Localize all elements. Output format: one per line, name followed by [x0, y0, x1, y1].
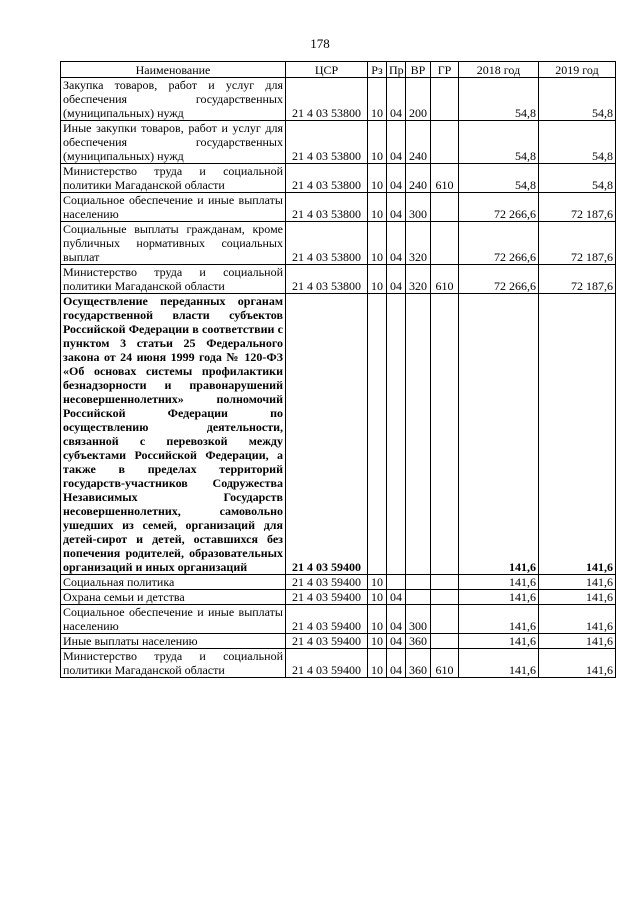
cell-vr: 300 [406, 605, 431, 634]
cell-vr [406, 294, 431, 575]
cell-name: Министерство труда и социальной политики Магаданской области [61, 649, 286, 678]
cell-rz: 10 [368, 634, 387, 649]
page-number: 178 [310, 36, 330, 51]
cell-2018: 72 266,6 [459, 222, 539, 265]
cell-gr: 610 [431, 265, 459, 294]
cell-2018: 54,8 [459, 78, 539, 121]
cell-pr: 04 [387, 78, 406, 121]
table-header-row [61, 62, 616, 78]
cell-name: Социальная политика [61, 575, 286, 590]
cell-gr [431, 193, 459, 222]
cell-name: Министерство труда и социальной политики Магаданской области [61, 164, 286, 193]
cell-2018: 141,6 [459, 634, 539, 649]
cell-rz: 10 [368, 649, 387, 678]
cell-2018: 141,6 [459, 649, 539, 678]
table-body [61, 78, 616, 678]
cell-name: Закупка товаров, работ и услуг для обеспечения государственных (муниципальных) нужд [61, 78, 286, 121]
cell-2019: 141,6 [539, 605, 616, 634]
cell-gr [431, 634, 459, 649]
cell-rz: 10 [368, 590, 387, 605]
cell-csr: 21 4 03 53800 [286, 222, 368, 265]
cell-vr: 300 [406, 193, 431, 222]
cell-2018: 141,6 [459, 590, 539, 605]
cell-gr [431, 294, 459, 575]
cell-2019: 141,6 [539, 575, 616, 590]
cell-name: Социальное обеспечение и иные выплаты населению [61, 605, 286, 634]
table-row [61, 265, 616, 294]
cell-rz: 10 [368, 605, 387, 634]
column-header-rz: Рз [368, 62, 387, 78]
cell-2018: 72 266,6 [459, 265, 539, 294]
cell-csr: 21 4 03 59400 [286, 294, 368, 575]
cell-vr: 320 [406, 265, 431, 294]
cell-name: Министерство труда и социальной политики Магаданской области [61, 265, 286, 294]
cell-gr [431, 121, 459, 164]
table-row [61, 634, 616, 649]
table-row [61, 605, 616, 634]
cell-csr: 21 4 03 59400 [286, 605, 368, 634]
cell-2018: 54,8 [459, 164, 539, 193]
cell-pr: 04 [387, 634, 406, 649]
cell-gr [431, 590, 459, 605]
cell-csr: 21 4 03 59400 [286, 575, 368, 590]
cell-vr: 360 [406, 634, 431, 649]
table-row [61, 590, 616, 605]
cell-pr [387, 575, 406, 590]
cell-pr: 04 [387, 649, 406, 678]
cell-pr: 04 [387, 265, 406, 294]
table-row [61, 121, 616, 164]
cell-2019: 72 187,6 [539, 265, 616, 294]
cell-vr: 200 [406, 78, 431, 121]
cell-csr: 21 4 03 53800 [286, 265, 368, 294]
cell-rz: 10 [368, 575, 387, 590]
cell-name: Иные выплаты населению [61, 634, 286, 649]
cell-2019: 54,8 [539, 121, 616, 164]
cell-pr: 04 [387, 121, 406, 164]
column-header-vr: ВР [406, 62, 431, 78]
cell-name: Иные закупки товаров, работ и услуг для обеспечения государственных (муниципальных) нужд [61, 121, 286, 164]
cell-vr: 360 [406, 649, 431, 678]
column-header-gr: ГР [431, 62, 459, 78]
cell-2018: 72 266,6 [459, 193, 539, 222]
cell-rz: 10 [368, 265, 387, 294]
cell-2019: 141,6 [539, 634, 616, 649]
cell-2018: 141,6 [459, 294, 539, 575]
cell-pr: 04 [387, 193, 406, 222]
cell-csr: 21 4 03 53800 [286, 121, 368, 164]
table-row [61, 575, 616, 590]
budget-table [60, 61, 616, 678]
cell-vr: 240 [406, 121, 431, 164]
cell-rz: 10 [368, 193, 387, 222]
cell-name: Осуществление переданных органам государственной власти субъектов Российской Федерации в соответствии с пунктом 3 статьи 25 Федерального закона от 24 июня 1999 года № 120-ФЗ «Об основах системы профилактики безнадзорности и правонарушений несовершеннолетних» полномочий Российской Федерации по осуществлению деятельности, связанной с перевозкой между субъектами Российской Федерации, а также в пределах территорий государств-участников Содружества Независимых Государств несовершеннолетних, самовольно ушедших из семей, организаций для детей-сирот и детей, оставшихся без попечения родителей, образовательных организаций и иных организаций [61, 294, 286, 575]
cell-vr: 320 [406, 222, 431, 265]
cell-2018: 141,6 [459, 605, 539, 634]
cell-name: Социальные выплаты гражданам, кроме публичных нормативных социальных выплат [61, 222, 286, 265]
cell-csr: 21 4 03 53800 [286, 164, 368, 193]
cell-csr: 21 4 03 59400 [286, 590, 368, 605]
cell-csr: 21 4 03 53800 [286, 78, 368, 121]
column-header-csr: ЦСР [286, 62, 368, 78]
cell-2019: 54,8 [539, 164, 616, 193]
cell-gr [431, 605, 459, 634]
cell-gr: 610 [431, 649, 459, 678]
cell-2019: 141,6 [539, 294, 616, 575]
table-row [61, 649, 616, 678]
cell-2019: 141,6 [539, 649, 616, 678]
cell-2018: 141,6 [459, 575, 539, 590]
cell-rz: 10 [368, 222, 387, 265]
column-header-pr: Пр [387, 62, 406, 78]
cell-rz: 10 [368, 121, 387, 164]
cell-csr: 21 4 03 53800 [286, 193, 368, 222]
table-row [61, 164, 616, 193]
column-header-name: Наименование [61, 62, 286, 78]
cell-2018: 54,8 [459, 121, 539, 164]
column-header-2019: 2019 год [539, 62, 616, 78]
cell-2019: 72 187,6 [539, 222, 616, 265]
cell-gr [431, 575, 459, 590]
column-header-2018: 2018 год [459, 62, 539, 78]
cell-pr [387, 294, 406, 575]
cell-pr: 04 [387, 605, 406, 634]
table-row [61, 222, 616, 265]
cell-csr: 21 4 03 59400 [286, 649, 368, 678]
cell-gr [431, 78, 459, 121]
cell-2019: 141,6 [539, 590, 616, 605]
cell-vr [406, 590, 431, 605]
cell-gr: 610 [431, 164, 459, 193]
cell-name: Социальное обеспечение и иные выплаты населению [61, 193, 286, 222]
cell-pr: 04 [387, 590, 406, 605]
cell-vr [406, 575, 431, 590]
cell-rz: 10 [368, 164, 387, 193]
cell-csr: 21 4 03 59400 [286, 634, 368, 649]
cell-rz: 10 [368, 78, 387, 121]
cell-name: Охрана семьи и детства [61, 590, 286, 605]
cell-rz [368, 294, 387, 575]
cell-gr [431, 222, 459, 265]
table-row [61, 193, 616, 222]
cell-pr: 04 [387, 222, 406, 265]
cell-vr: 240 [406, 164, 431, 193]
table-row [61, 78, 616, 121]
cell-pr: 04 [387, 164, 406, 193]
table-row [61, 294, 616, 575]
cell-2019: 54,8 [539, 78, 616, 121]
cell-2019: 72 187,6 [539, 193, 616, 222]
